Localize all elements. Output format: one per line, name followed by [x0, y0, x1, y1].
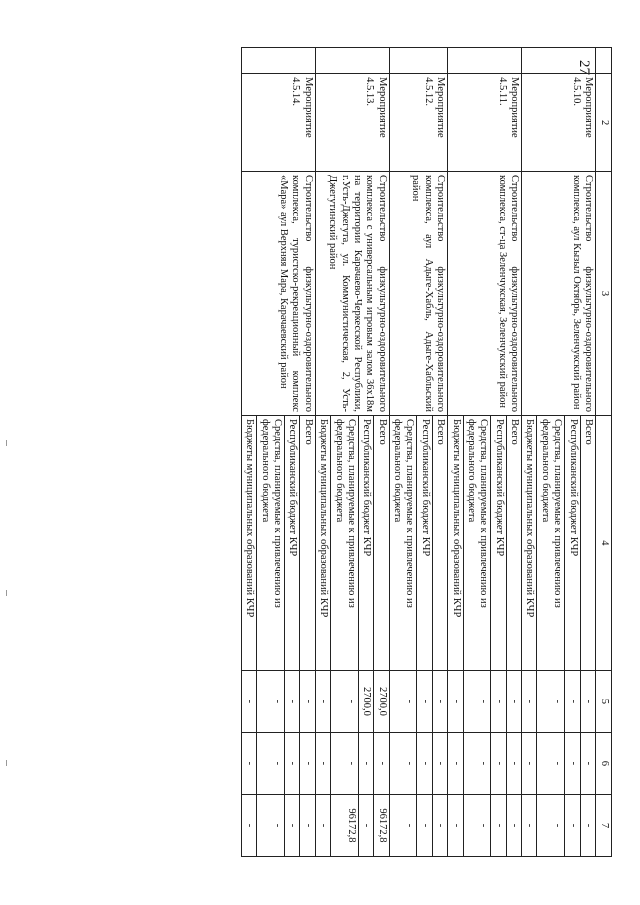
- header-cell-4: 4: [596, 415, 612, 670]
- value-cell: -: [580, 794, 595, 856]
- value-cell: -: [506, 670, 521, 732]
- description-cell: Строительство физкультурно-оздоровительного комплекса с универсальным игровым залом 36х18м на территории Карачаево-Черкесской Республики, г.Усть-Джегута, ул. Коммунистическая, 2, Усть-Джегутинский район: [315, 172, 389, 416]
- description-cell: Строительство физкультурно-оздоровительного комплекса, аул Кызыл Октябрь, Зеленчукский район: [522, 172, 596, 416]
- source-cell: Бюджеты муниципальных образований КЧР: [448, 415, 463, 670]
- header-cell-5: 5: [596, 670, 612, 732]
- value-cell: -: [463, 794, 491, 856]
- value-cell: -: [506, 732, 521, 794]
- value-cell: -: [300, 670, 315, 732]
- value-cell: -: [417, 732, 432, 794]
- scan-mark: [6, 590, 7, 596]
- source-cell: Бюджеты муниципальных образований КЧР: [242, 415, 257, 670]
- value-cell: -: [522, 732, 537, 794]
- value-cell: -: [448, 670, 463, 732]
- description-cell: Строительство физкультурно-оздоровительного комплекса, ст-ца Зеленчукская, Зеленчукский район: [448, 172, 522, 416]
- value-cell: -: [285, 670, 300, 732]
- header-row: [596, 48, 612, 857]
- value-cell: -: [285, 794, 300, 856]
- scan-mark: [6, 760, 7, 766]
- value-cell: 2700,0: [359, 670, 374, 732]
- value-cell: 96172,8: [374, 794, 389, 856]
- source-cell: Республиканский бюджет КЧР: [565, 415, 580, 670]
- value-cell: -: [331, 670, 359, 732]
- source-cell: Республиканский бюджет КЧР: [285, 415, 300, 670]
- table-row: [432, 48, 447, 857]
- value-cell: -: [359, 732, 374, 794]
- source-cell: Средства, планируемые к привлечению из федерального бюджета: [331, 415, 359, 670]
- value-cell: -: [463, 732, 491, 794]
- value-cell: -: [448, 794, 463, 856]
- header-cell-6: 6: [596, 732, 612, 794]
- source-cell: Всего: [506, 415, 521, 670]
- value-cell: 2700,0: [374, 670, 389, 732]
- value-cell: -: [389, 794, 417, 856]
- value-cell: -: [300, 732, 315, 794]
- value-cell: -: [506, 794, 521, 856]
- value-cell: -: [565, 732, 580, 794]
- margin-cell: [315, 48, 389, 74]
- value-cell: -: [242, 794, 257, 856]
- margin-cell: [389, 48, 448, 74]
- value-cell: -: [580, 670, 595, 732]
- table-row: [580, 48, 595, 857]
- event-cell: Мероприятие 4.5.13.: [315, 74, 389, 172]
- description-cell: Строительство физкультурно-оздоровительного комплекса, туристско-рекреационный комплекс «Мара» аул Верхняя Мара, Карачаевский район: [242, 172, 316, 416]
- event-cell: Мероприятие 4.5.12.: [389, 74, 448, 172]
- value-cell: -: [359, 794, 374, 856]
- value-cell: -: [417, 670, 432, 732]
- table-row: [300, 48, 315, 857]
- value-cell: -: [565, 670, 580, 732]
- table-row: [506, 48, 521, 857]
- rotated-table-container: [49, 47, 612, 857]
- value-cell: -: [580, 732, 595, 794]
- source-cell: Средства, планируемые к привлечению из федерального бюджета: [537, 415, 565, 670]
- source-cell: Бюджеты муниципальных образований КЧР: [315, 415, 330, 670]
- header-cell-1: [596, 48, 612, 74]
- value-cell: -: [491, 794, 506, 856]
- value-cell: -: [537, 794, 565, 856]
- margin-cell: [242, 48, 316, 74]
- value-cell: -: [242, 670, 257, 732]
- source-cell: Всего: [300, 415, 315, 670]
- budget-table: [241, 47, 612, 857]
- header-cell-2: 2: [596, 74, 612, 172]
- value-cell: -: [300, 794, 315, 856]
- value-cell: -: [491, 670, 506, 732]
- page-number: 27: [576, 60, 592, 75]
- value-cell: -: [389, 670, 417, 732]
- value-cell: -: [315, 732, 330, 794]
- event-cell: Мероприятие 4.5.10.: [522, 74, 596, 172]
- margin-cell: [522, 48, 596, 74]
- value-cell: -: [448, 732, 463, 794]
- value-cell: -: [389, 732, 417, 794]
- value-cell: -: [463, 670, 491, 732]
- source-cell: Всего: [580, 415, 595, 670]
- scan-mark: [6, 440, 7, 446]
- value-cell: -: [257, 670, 285, 732]
- event-cell: Мероприятие 4.5.11.: [448, 74, 522, 172]
- value-cell: -: [491, 732, 506, 794]
- source-cell: Бюджеты муниципальных образований КЧР: [522, 415, 537, 670]
- source-cell: Средства, планируемые к привлечению из федерального бюджета: [257, 415, 285, 670]
- value-cell: -: [257, 732, 285, 794]
- value-cell: -: [374, 732, 389, 794]
- source-cell: Республиканский бюджет КЧР: [417, 415, 432, 670]
- value-cell: -: [522, 794, 537, 856]
- value-cell: -: [565, 794, 580, 856]
- source-cell: Республиканский бюджет КЧР: [359, 415, 374, 670]
- value-cell: -: [331, 732, 359, 794]
- value-cell: -: [257, 794, 285, 856]
- value-cell: -: [537, 732, 565, 794]
- value-cell: -: [285, 732, 300, 794]
- value-cell: -: [315, 794, 330, 856]
- source-cell: Республиканский бюджет КЧР: [491, 415, 506, 670]
- value-cell: -: [432, 794, 447, 856]
- value-cell: -: [417, 794, 432, 856]
- value-cell: -: [537, 670, 565, 732]
- event-cell: Мероприятие 4.5.14.: [242, 74, 316, 172]
- source-cell: Средства, планируемые к привлечению из федерального бюджета: [389, 415, 417, 670]
- value-cell: -: [315, 670, 330, 732]
- header-cell-3: 3: [596, 172, 612, 416]
- value-cell: 96172,8: [331, 794, 359, 856]
- table-row: [374, 48, 389, 857]
- source-cell: Всего: [432, 415, 447, 670]
- source-cell: Всего: [374, 415, 389, 670]
- header-cell-7: 7: [596, 794, 612, 856]
- value-cell: -: [432, 732, 447, 794]
- value-cell: -: [242, 732, 257, 794]
- source-cell: Средства, планируемые к привлечению из федерального бюджета: [463, 415, 491, 670]
- value-cell: -: [432, 670, 447, 732]
- description-cell: Строительство физкультурно-оздоровительного комплекса, аул Адыге-Хабль, Адыге-Хабльский район: [389, 172, 448, 416]
- value-cell: -: [522, 670, 537, 732]
- margin-cell: [448, 48, 522, 74]
